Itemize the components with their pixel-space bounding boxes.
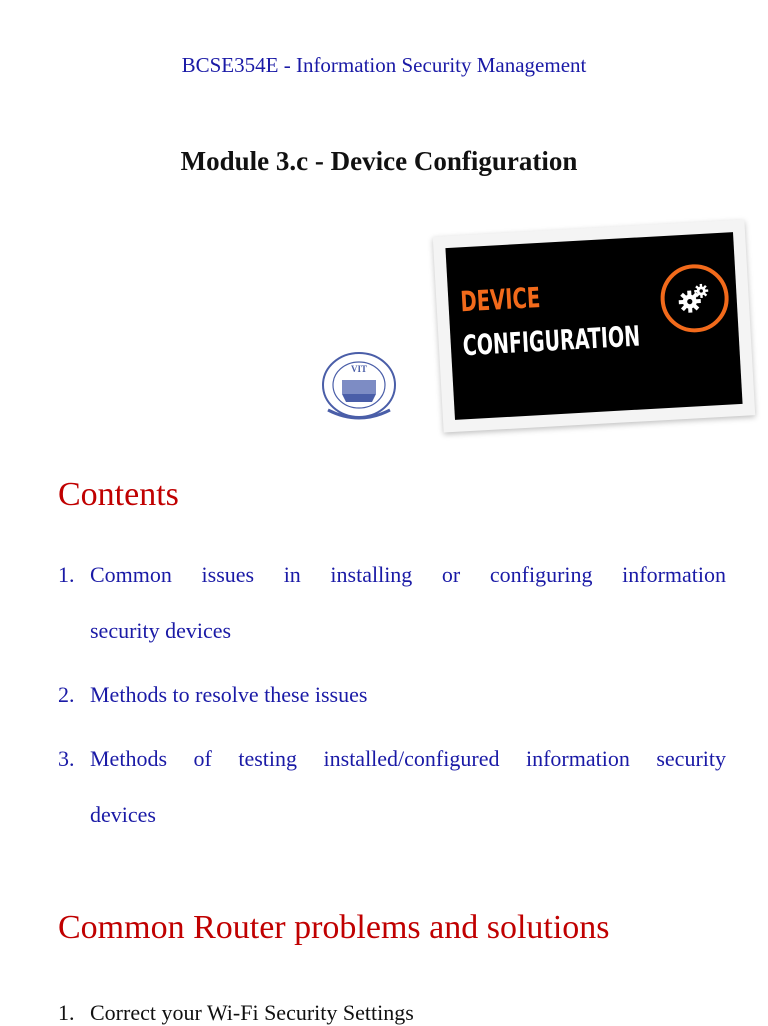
list-item-line: Methods to resolve these issues [90,682,368,707]
contents-heading: Contents [58,476,179,513]
list-item-line: Common issues in installing or configuring information [90,562,726,587]
banner-title-device: DEVICE [459,280,542,319]
list-item-line: devices [90,802,156,827]
list-number: 2. [58,682,75,707]
device-configuration-banner [433,219,755,432]
list-number: 3. [58,746,75,771]
list-item-line: Methods of testing installed/configured information security [90,746,726,771]
gears-icon [659,262,731,334]
course-header: BCSE354E - Information Security Management [181,53,587,77]
list-item-line: security devices [90,618,232,643]
router-problems-heading: Common Router problems and solutions [58,909,610,946]
list-number: 1. [58,1000,75,1025]
svg-text:VIT: VIT [350,364,368,374]
university-logo [318,350,400,424]
list-number: 1. [58,562,75,587]
list-item-line: Correct your Wi-Fi Security Settings [90,1000,414,1025]
banner-title-configuration: CONFIGURATION [461,319,641,363]
module-title: Module 3.c - Device Configuration [180,146,578,176]
